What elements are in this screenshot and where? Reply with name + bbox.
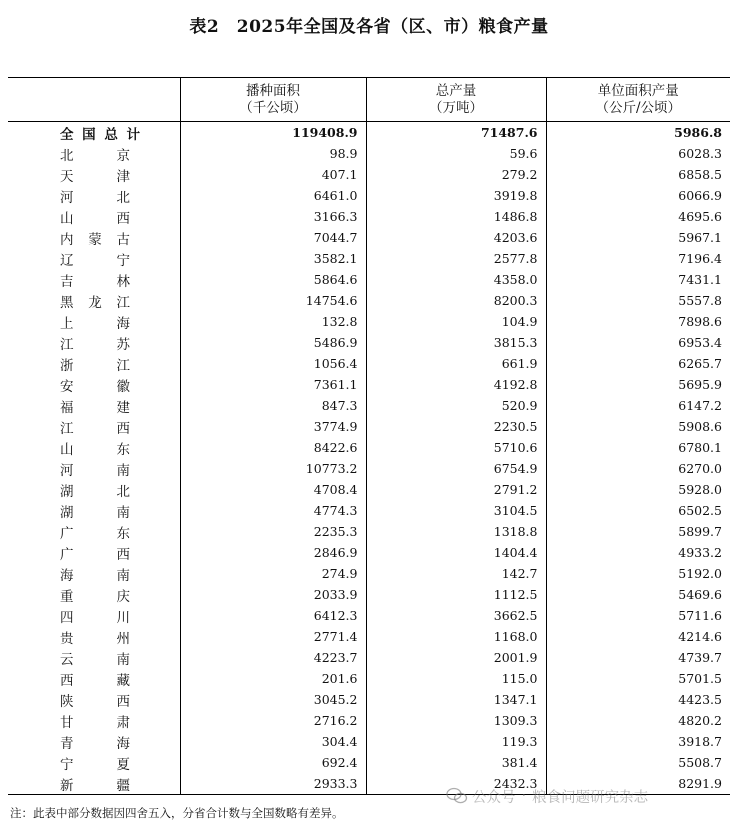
table-row bbox=[8, 626, 730, 647]
sown-area-value: 4223.7 bbox=[180, 647, 366, 668]
yield-value: 5557.8 bbox=[546, 290, 730, 311]
table-row bbox=[8, 521, 730, 542]
yield-value: 5928.0 bbox=[546, 479, 730, 500]
region-name-text: 吉林 bbox=[60, 273, 130, 290]
region-name-text: 河北 bbox=[60, 189, 130, 206]
table-row bbox=[8, 269, 730, 290]
total-output-value: 661.9 bbox=[366, 353, 546, 374]
table-row bbox=[8, 164, 730, 185]
table-row bbox=[8, 206, 730, 227]
region-name bbox=[8, 353, 180, 374]
total-output-value: 6754.9 bbox=[366, 458, 546, 479]
sown-area-value: 10773.2 bbox=[180, 458, 366, 479]
table-row bbox=[8, 185, 730, 206]
sown-area-value: 132.8 bbox=[180, 311, 366, 332]
sown-area-value: 3166.3 bbox=[180, 206, 366, 227]
sown-area-value: 274.9 bbox=[180, 563, 366, 584]
region-name bbox=[8, 206, 180, 227]
sown-area-value: 5486.9 bbox=[180, 332, 366, 353]
region-name bbox=[8, 689, 180, 710]
yield-value: 6780.1 bbox=[546, 437, 730, 458]
table-row bbox=[8, 752, 730, 773]
yield-value: 4820.2 bbox=[546, 710, 730, 731]
region-name bbox=[8, 752, 180, 773]
total-output-value: 1318.8 bbox=[366, 521, 546, 542]
table-row bbox=[8, 248, 730, 269]
region-name-text: 上海 bbox=[60, 315, 130, 332]
yield-value: 6953.4 bbox=[546, 332, 730, 353]
sown-area-value: 14754.6 bbox=[180, 290, 366, 311]
sown-area-value: 5864.6 bbox=[180, 269, 366, 290]
total-output-value: 1309.3 bbox=[366, 710, 546, 731]
yield-value: 5701.5 bbox=[546, 668, 730, 689]
region-name bbox=[8, 773, 180, 795]
total-output-value: 5710.6 bbox=[366, 437, 546, 458]
yield-value: 8291.9 bbox=[546, 773, 730, 795]
total-output-value: 3919.8 bbox=[366, 185, 546, 206]
footnote: 注：此表中部分数据因四舍五入，分省合计数与全国数略有差异。 bbox=[10, 806, 344, 820]
sown-area-value: 7044.7 bbox=[180, 227, 366, 248]
total-output-value: 104.9 bbox=[366, 311, 546, 332]
sown-area-value: 692.4 bbox=[180, 752, 366, 773]
yield-value: 4423.5 bbox=[546, 689, 730, 710]
header-yield-per-area: 单位面积产量 （公斤/公顷） bbox=[546, 78, 730, 122]
yield-value: 6265.7 bbox=[546, 353, 730, 374]
sown-area-value: 6412.3 bbox=[180, 605, 366, 626]
table-row bbox=[8, 542, 730, 563]
wechat-icon bbox=[446, 787, 468, 805]
total-output-value: 3104.5 bbox=[366, 500, 546, 521]
table-row bbox=[8, 584, 730, 605]
region-name-text: 江西 bbox=[60, 420, 130, 437]
sown-area-value: 2771.4 bbox=[180, 626, 366, 647]
yield-value: 6858.5 bbox=[546, 164, 730, 185]
region-name bbox=[8, 521, 180, 542]
region-name bbox=[8, 542, 180, 563]
region-name-text: 江苏 bbox=[60, 336, 130, 353]
total-output-value: 2001.9 bbox=[366, 647, 546, 668]
watermark-separator: · bbox=[521, 788, 527, 804]
total-output-value: 3815.3 bbox=[366, 332, 546, 353]
sown-area-value: 201.6 bbox=[180, 668, 366, 689]
yield-value: 5986.8 bbox=[546, 122, 730, 144]
yield-value: 5908.6 bbox=[546, 416, 730, 437]
yield-value: 5192.0 bbox=[546, 563, 730, 584]
table-row bbox=[8, 416, 730, 437]
table-row bbox=[8, 332, 730, 353]
total-output-value: 119.3 bbox=[366, 731, 546, 752]
region-name-text: 四川 bbox=[60, 609, 130, 626]
region-name bbox=[8, 374, 180, 395]
total-output-value: 2432.3 bbox=[366, 773, 546, 795]
yield-value: 6147.2 bbox=[546, 395, 730, 416]
yield-value: 5899.7 bbox=[546, 521, 730, 542]
region-name bbox=[8, 164, 180, 185]
total-output-value: 279.2 bbox=[366, 164, 546, 185]
table-row bbox=[8, 458, 730, 479]
region-name-text: 黑龙江 bbox=[60, 294, 130, 311]
table-row bbox=[8, 311, 730, 332]
yield-value: 7898.6 bbox=[546, 311, 730, 332]
region-name-text: 福建 bbox=[60, 399, 130, 416]
region-name bbox=[8, 185, 180, 206]
total-output-value: 1112.5 bbox=[366, 584, 546, 605]
region-name-text: 宁夏 bbox=[60, 756, 130, 773]
region-name-text: 广西 bbox=[60, 546, 130, 563]
yield-value: 5967.1 bbox=[546, 227, 730, 248]
table-row bbox=[8, 710, 730, 731]
region-name-text: 陕西 bbox=[60, 693, 130, 710]
total-output-value: 8200.3 bbox=[366, 290, 546, 311]
region-name-text: 海南 bbox=[60, 567, 130, 584]
sown-area-value: 407.1 bbox=[180, 164, 366, 185]
total-output-value: 4192.8 bbox=[366, 374, 546, 395]
total-output-value: 1168.0 bbox=[366, 626, 546, 647]
region-name-text: 北京 bbox=[60, 147, 130, 164]
table-row bbox=[8, 437, 730, 458]
total-output-value: 520.9 bbox=[366, 395, 546, 416]
sown-area-value: 3774.9 bbox=[180, 416, 366, 437]
total-output-value: 115.0 bbox=[366, 668, 546, 689]
region-name bbox=[8, 290, 180, 311]
sown-area-value: 2846.9 bbox=[180, 542, 366, 563]
region-name-text: 全国总计 bbox=[60, 126, 140, 143]
table-row bbox=[8, 563, 730, 584]
header-total-output: 总产量 （万吨） bbox=[366, 78, 546, 122]
watermark-source: 公众号 bbox=[472, 789, 516, 806]
region-name-text: 湖南 bbox=[60, 504, 130, 521]
yield-value: 4695.6 bbox=[546, 206, 730, 227]
total-output-value: 3662.5 bbox=[366, 605, 546, 626]
yield-value: 4933.2 bbox=[546, 542, 730, 563]
yield-value: 5695.9 bbox=[546, 374, 730, 395]
table-row-total bbox=[8, 122, 730, 144]
region-name-text: 青海 bbox=[60, 735, 130, 752]
region-name bbox=[8, 332, 180, 353]
region-name-text: 浙江 bbox=[60, 357, 130, 374]
total-output-value: 381.4 bbox=[366, 752, 546, 773]
total-output-value: 71487.6 bbox=[366, 122, 546, 144]
header-sown-area: 播种面积 （千公顷） bbox=[180, 78, 366, 122]
total-output-value: 59.6 bbox=[366, 143, 546, 164]
total-output-value: 1486.8 bbox=[366, 206, 546, 227]
table-row bbox=[8, 290, 730, 311]
table-row bbox=[8, 731, 730, 752]
total-output-value: 1347.1 bbox=[366, 689, 546, 710]
table-row bbox=[8, 395, 730, 416]
total-output-value: 4358.0 bbox=[366, 269, 546, 290]
total-output-value: 2791.2 bbox=[366, 479, 546, 500]
region-name-text: 云南 bbox=[60, 651, 130, 668]
table-row bbox=[8, 353, 730, 374]
region-name bbox=[8, 248, 180, 269]
region-name bbox=[8, 563, 180, 584]
yield-value: 6028.3 bbox=[546, 143, 730, 164]
region-name bbox=[8, 500, 180, 521]
region-name bbox=[8, 584, 180, 605]
sown-area-value: 4708.4 bbox=[180, 479, 366, 500]
total-output-value: 2577.8 bbox=[366, 248, 546, 269]
region-name-text: 新疆 bbox=[60, 777, 130, 794]
region-name bbox=[8, 626, 180, 647]
region-name bbox=[8, 311, 180, 332]
region-name-text: 山西 bbox=[60, 210, 130, 227]
region-name bbox=[8, 710, 180, 731]
sown-area-value: 6461.0 bbox=[180, 185, 366, 206]
region-name bbox=[8, 416, 180, 437]
sown-area-value: 7361.1 bbox=[180, 374, 366, 395]
yield-value: 7196.4 bbox=[546, 248, 730, 269]
sown-area-value: 119408.9 bbox=[180, 122, 366, 144]
yield-value: 5711.6 bbox=[546, 605, 730, 626]
total-output-value: 2230.5 bbox=[366, 416, 546, 437]
table-row bbox=[8, 668, 730, 689]
sown-area-value: 1056.4 bbox=[180, 353, 366, 374]
sown-area-value: 2933.3 bbox=[180, 773, 366, 795]
table-row bbox=[8, 479, 730, 500]
yield-value: 6066.9 bbox=[546, 185, 730, 206]
table-row bbox=[8, 374, 730, 395]
region-name-text: 河南 bbox=[60, 462, 130, 479]
region-name-text: 山东 bbox=[60, 441, 130, 458]
region-name-text: 西藏 bbox=[60, 672, 130, 689]
region-name bbox=[8, 668, 180, 689]
region-name-text: 甘肃 bbox=[60, 714, 130, 731]
sown-area-value: 2033.9 bbox=[180, 584, 366, 605]
table-row bbox=[8, 143, 730, 164]
table-row bbox=[8, 605, 730, 626]
region-name-text: 贵州 bbox=[60, 630, 130, 647]
sown-area-value: 4774.3 bbox=[180, 500, 366, 521]
sown-area-value: 8422.6 bbox=[180, 437, 366, 458]
region-name-text: 广东 bbox=[60, 525, 130, 542]
yield-value: 3918.7 bbox=[546, 731, 730, 752]
table-row bbox=[8, 500, 730, 521]
region-name-text: 内蒙古 bbox=[60, 231, 130, 248]
region-name bbox=[8, 437, 180, 458]
yield-value: 6502.5 bbox=[546, 500, 730, 521]
yield-value: 5508.7 bbox=[546, 752, 730, 773]
region-name bbox=[8, 143, 180, 164]
total-output-value: 1404.4 bbox=[366, 542, 546, 563]
region-name bbox=[8, 647, 180, 668]
yield-value: 5469.6 bbox=[546, 584, 730, 605]
watermark-account: 粮食问题研究杂志 bbox=[532, 789, 649, 806]
region-name bbox=[8, 122, 180, 144]
total-output-value: 4203.6 bbox=[366, 227, 546, 248]
region-name bbox=[8, 395, 180, 416]
region-name-text: 辽宁 bbox=[60, 252, 130, 269]
table-row bbox=[8, 647, 730, 668]
yield-value: 4739.7 bbox=[546, 647, 730, 668]
table-header-row bbox=[8, 78, 730, 122]
sown-area-value: 2716.2 bbox=[180, 710, 366, 731]
region-name bbox=[8, 731, 180, 752]
watermark bbox=[446, 782, 736, 810]
sown-area-value: 304.4 bbox=[180, 731, 366, 752]
sown-area-value: 3045.2 bbox=[180, 689, 366, 710]
region-name bbox=[8, 227, 180, 248]
table-title: 表2 2025年全国及各省（区、市）粮食产量 bbox=[189, 17, 549, 37]
region-name bbox=[8, 605, 180, 626]
sown-area-value: 2235.3 bbox=[180, 521, 366, 542]
region-name-text: 湖北 bbox=[60, 483, 130, 500]
yield-value: 6270.0 bbox=[546, 458, 730, 479]
header-region bbox=[8, 78, 180, 122]
region-name bbox=[8, 479, 180, 500]
sown-area-value: 98.9 bbox=[180, 143, 366, 164]
total-output-value: 142.7 bbox=[366, 563, 546, 584]
region-name-text: 安徽 bbox=[60, 378, 130, 395]
region-name bbox=[8, 269, 180, 290]
table-row bbox=[8, 227, 730, 248]
region-name-text: 天津 bbox=[60, 168, 130, 185]
sown-area-value: 847.3 bbox=[180, 395, 366, 416]
yield-value: 7431.1 bbox=[546, 269, 730, 290]
grain-output-table bbox=[8, 77, 730, 795]
region-name bbox=[8, 458, 180, 479]
region-name-text: 重庆 bbox=[60, 588, 130, 605]
yield-value: 4214.6 bbox=[546, 626, 730, 647]
table-row bbox=[8, 689, 730, 710]
sown-area-value: 3582.1 bbox=[180, 248, 366, 269]
